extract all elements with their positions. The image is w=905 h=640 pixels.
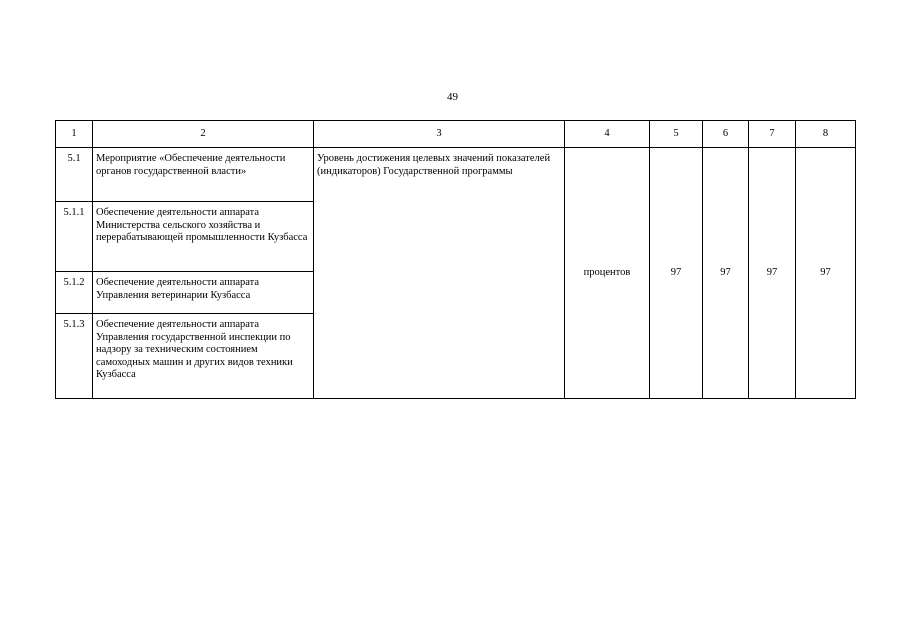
column-header: 1 <box>56 121 93 148</box>
row-number: 5.1.3 <box>56 314 93 399</box>
column-header: 5 <box>650 121 703 148</box>
value-cell: 97 <box>796 148 856 399</box>
row-number: 5.1 <box>56 148 93 202</box>
value-cell: 97 <box>650 148 703 399</box>
row-name: Обеспечение деятельности аппарата Управления государственной инспекции по надзору за техническим состоянием самоходных машин и других видов техники Кузбасса <box>93 314 314 399</box>
indicator-table <box>55 120 856 399</box>
value-cell: 97 <box>749 148 796 399</box>
unit-cell: процентов <box>565 148 650 399</box>
row-number: 5.1.2 <box>56 272 93 314</box>
row-name: Мероприятие «Обеспечение деятельности органов государственной власти» <box>93 148 314 202</box>
row-name: Обеспечение деятельности аппарата Управления ветеринарии Кузбасса <box>93 272 314 314</box>
column-header: 3 <box>314 121 565 148</box>
page-number: 49 <box>447 91 458 103</box>
indicator-name: Уровень достижения целевых значений показателей (индикаторов) Государственной программы <box>314 148 565 399</box>
column-header: 2 <box>93 121 314 148</box>
table-header-row <box>56 121 856 148</box>
column-header: 4 <box>565 121 650 148</box>
column-header: 7 <box>749 121 796 148</box>
column-header: 6 <box>703 121 749 148</box>
column-header: 8 <box>796 121 856 148</box>
table-row <box>56 148 856 202</box>
value-cell: 97 <box>703 148 749 399</box>
row-number: 5.1.1 <box>56 202 93 272</box>
row-name: Обеспечение деятельности аппарата Министерства сельского хозяйства и перерабатывающей промышленности Кузбасса <box>93 202 314 272</box>
